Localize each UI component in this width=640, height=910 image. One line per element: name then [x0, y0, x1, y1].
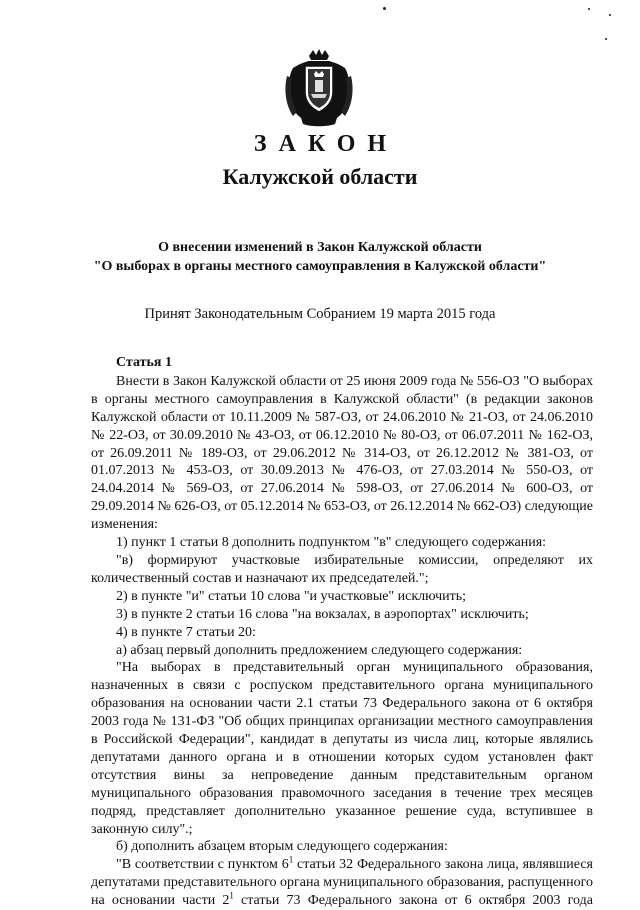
- law-title: ЗАКОН: [253, 131, 399, 157]
- quote-text: "В соответствии с пунктом 6: [116, 857, 289, 873]
- amendment-4b-quote: [91, 856, 593, 910]
- superscript: 1: [229, 890, 234, 901]
- superscript: 1: [288, 854, 294, 865]
- scan-speck: [609, 14, 611, 16]
- coat-of-arms-icon: [283, 48, 355, 128]
- amendment-4a-quote: "На выборах в представительный орган муниципального образования, назначенных в связи с роспуском представительного органа муниципального образования на основании части 2.1 статьи 73 Федерального закона от 6 октября 2003 года № 131-ФЗ "Об общих принципах организации местного самоуправления в Российской Федерации", кандидат в депутаты из числа лиц, которые являлись депутатами данного органа и в отношении которых судом установлен факт отсутствия вины за непроведение данным представительным органом муниципального образования правомочного заседания в течение трех месяцев подряд, представляет дополнительно указанное решение суда, вступившее в законную силу".;: [91, 660, 593, 837]
- amendment-4b: б) дополнить абзацем вторым следующего содержания:: [116, 839, 448, 855]
- amendment-1-quote: "в) формируют участковые избирательные комиссии, определяют их количественный состав и назначают их председателей.";: [91, 552, 593, 586]
- law-subject-line-2: "О выборах в органы местного самоуправления в Калужской области": [93, 259, 547, 274]
- article-intro-paragraph: Внести в Закон Калужской области от 25 июня 2009 года № 556-ОЗ "О выборах в органы местного самоуправления в Калужской области" (в редакции законов Калужской области от 10.11.2009 № 587-ОЗ, от 24.06.2010 № 21-ОЗ, от 24.06.2010 № 22-ОЗ, от 30.09.2010 № 43-ОЗ, от 06.12.2010 № 80-ОЗ, от 06.07.2011 № 162-ОЗ, от 26.09.2011 № 189-ОЗ, от 29.06.2012 № 314-ОЗ, от 26.12.2012 № 381-ОЗ, от 01.07.2013 № 453-ОЗ, от 30.09.2013 № 476-ОЗ, от 27.03.2014 № 550-ОЗ, от 24.04.2014 № 569-ОЗ, от 27.06.2014 № 598-ОЗ, от 27.06.2014 № 600-ОЗ, от 29.09.2014 № 626-ОЗ, от 05.12.2014 № 653-ОЗ, от 26.12.2014 № 662-ОЗ) следующие изменения:: [91, 373, 593, 533]
- amendment-3: 3) в пункте 2 статьи 16 слова "на вокзалах, в аэропортах" исключить;: [116, 606, 529, 622]
- scan-speck: [605, 38, 607, 40]
- article-heading: Статья 1: [116, 355, 172, 370]
- adoption-note: Принят Законодательным Собранием 19 марта 2015 года: [144, 306, 496, 322]
- quote-text: статьи 73 Федерального закона от 6 октября 2003 года: [233, 893, 593, 909]
- law-subject: [0, 238, 640, 276]
- amendment-1: 1) пункт 1 статьи 8 дополнить подпунктом "в" следующего содержания:: [116, 535, 547, 551]
- amendment-2: 2) в пункте "и" статьи 10 слова "и участковые" исключить;: [116, 588, 466, 604]
- scan-speck: [588, 8, 590, 10]
- amendment-4: 4) в пункте 7 статьи 20:: [116, 624, 256, 640]
- law-subject-line-1: О внесении изменений в Закон Калужской области: [158, 240, 482, 255]
- document-body: [91, 354, 593, 910]
- scan-speck: [383, 7, 386, 10]
- amendment-4a: а) абзац первый дополнить предложением следующего содержания:: [116, 642, 523, 658]
- quote-text: статьи 32 Федерального закона лица, являвшиеся депутатами представительного органа муниципального образования, распущенного на основании части 2: [91, 857, 593, 909]
- region-title: Калужской области: [222, 164, 418, 189]
